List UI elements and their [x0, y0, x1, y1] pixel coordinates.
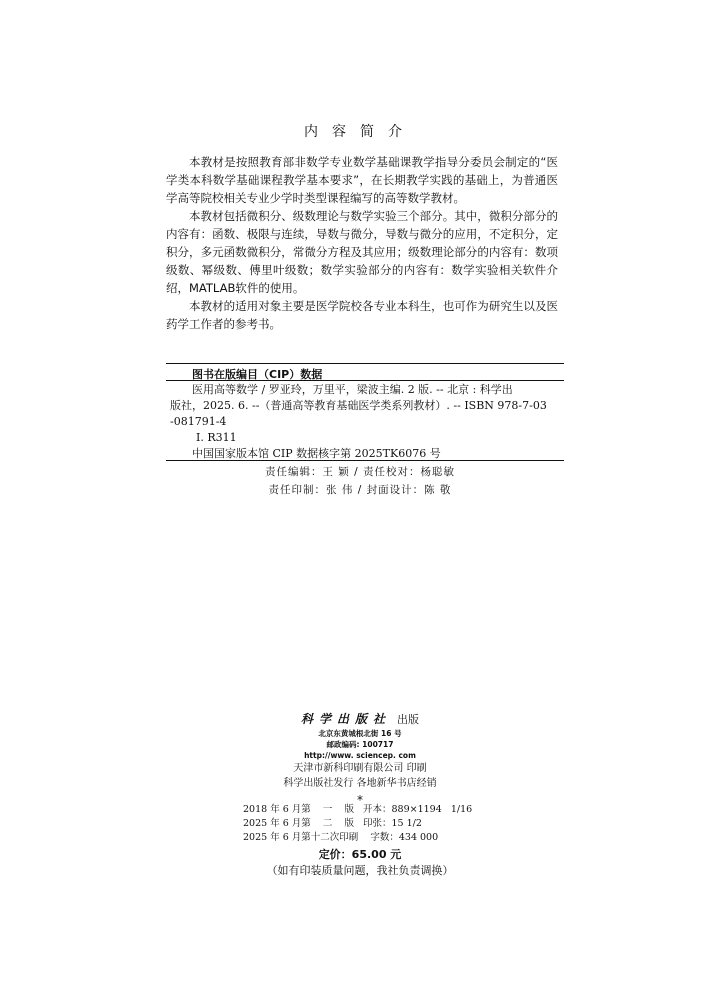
edition-row: 2025 年 6 月第 二 版 印张：15 1/2 [243, 818, 422, 829]
intro-paragraph-1: 本教材是按照教育部非数学专业数学基础课教学指导分委员会制定的“医学类本科数学基础课程教学基本要求”，在长期教学实践的基础上，为普通医学高等院校相关专业少学时类型课程编写的高等数学教材。 [166, 155, 558, 205]
edition-info [243, 803, 472, 845]
cip-line: 版社，2025. 6. --（普通高等教育基础医学类系列教材）. -- ISBN 978-7-03 [170, 399, 547, 412]
cip-record [170, 382, 558, 462]
quality-note: （如有印装质量问题，我社负责调换） [266, 864, 454, 877]
cip-bottom-rule [166, 460, 564, 461]
staff-line-production: 责任印制：张 伟 / 封面设计：陈 敬 [268, 484, 452, 496]
publisher-name-suffix: 出版 [397, 713, 419, 726]
edition-row: 2025 年 6 月第十二次印刷 字数：434 000 [243, 832, 439, 843]
cip-heading: 图书在版编目（CIP）数据 [192, 368, 323, 381]
printer-line: 天津市新科印刷有限公司 印刷 [293, 763, 427, 774]
edition-row: 2018 年 6 月第 一 版 开本：889×1194 1/16 [243, 804, 473, 815]
price: 定价：65.00 元 [318, 848, 402, 861]
distributor-line: 科学出版社发行 各地新华书店经销 [283, 778, 437, 789]
publisher-block [0, 712, 720, 809]
intro-text [166, 153, 558, 333]
cip-number: 中国国家版本馆 CIP 数据核字第 2025TK6076 号 [192, 447, 441, 460]
publisher-postcode: 邮政编码: 100717 [326, 740, 394, 749]
staff-credits [0, 463, 720, 499]
staff-line-editors: 责任编辑：王 颖 / 责任校对：杨聪敏 [264, 466, 456, 478]
publisher-name: 科学出版社 [300, 712, 391, 726]
cip-line: -081791-4 [170, 415, 227, 428]
page-title: 内容简介 [304, 124, 416, 140]
separator-star: * [357, 793, 363, 807]
intro-paragraph-3: 本教材的适用对象主要是医学院校各专业本科生，也可作为研究生以及医药学工作者的参考书。 [166, 299, 558, 331]
publisher-address: 北京东黄城根北街 16 号 [318, 729, 402, 738]
publisher-url: http://www. sciencep. com [304, 751, 416, 760]
cip-top-rule [166, 363, 564, 364]
cip-line: Ⅰ. R311 [196, 431, 237, 444]
cip-line: 医用高等数学 / 罗亚玲，万里平，梁波主编. 2 版. -- 北京 : 科学出 [192, 383, 513, 396]
intro-paragraph-2: 本教材包括微积分、级数理论与数学实验三个部分。其中，微积分部分的内容有：函数、极限与连续，导数与微分，导数与微分的应用，不定积分，定积分，多元函数微积分，常微分方程及其应用；级数理论部分的内容有：数项级数、幂级数、傅里叶级数；数学实验部分的内容有：数学实验相关软件介绍，MATLAB软件的使用。 [166, 209, 558, 295]
cip-heading-rule [166, 380, 564, 381]
